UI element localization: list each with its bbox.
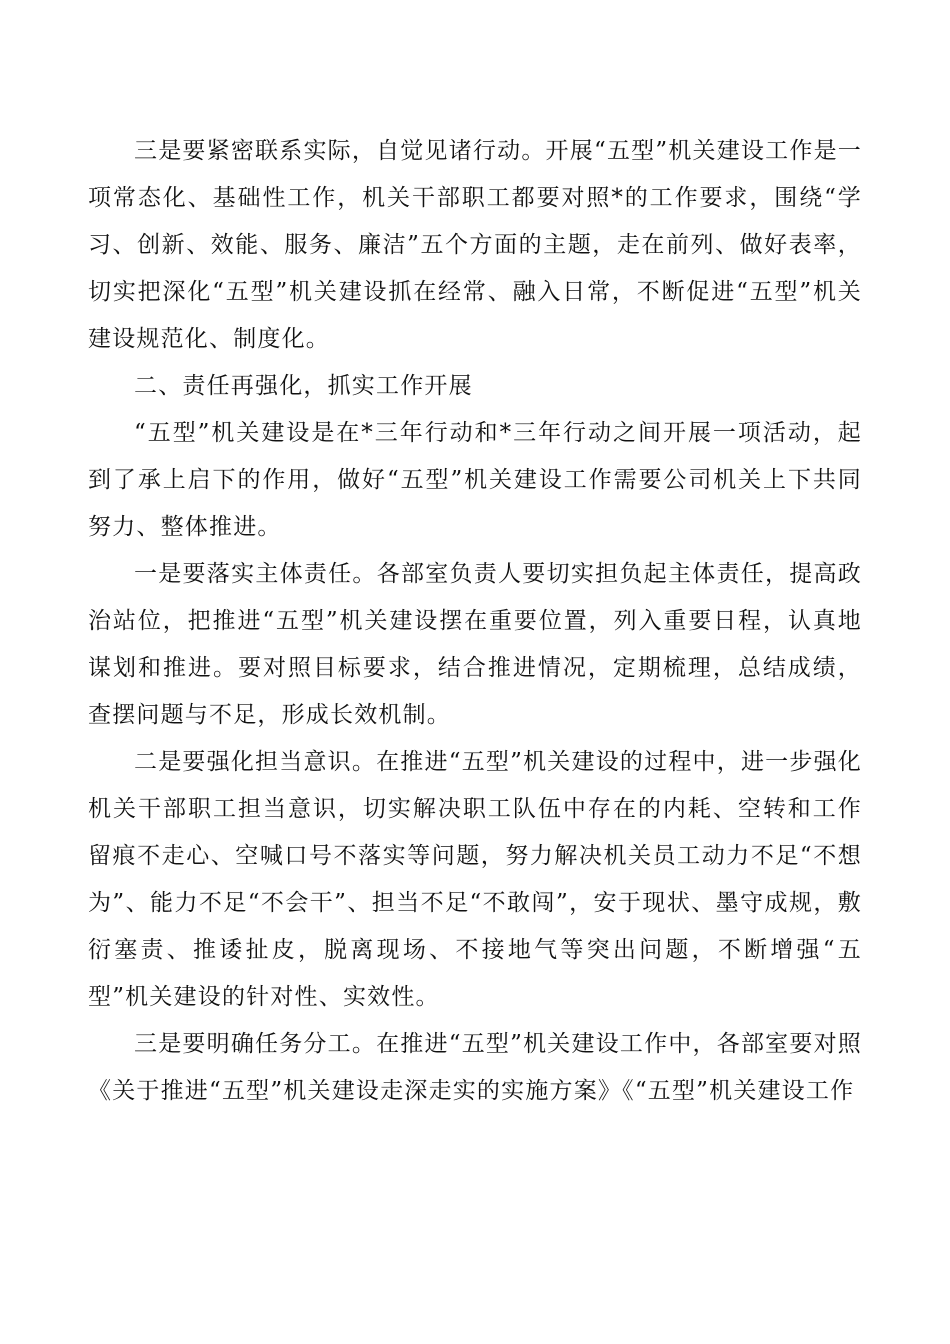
section-heading-responsibility: 二、责任再强化，抓实工作开展: [134, 373, 473, 399]
paragraph-responsibility-awareness: 二是要强化担当意识。在推进“五型”机关建设的过程中，进一步强化机关干部职工担当意识，切实解决职工队伍中存在的内耗、空转和工作留痕不走心、空喊口号不落实等问题，努力解决机关员工动力不足“不想为”、能力不足“不会干”、担当不足“不敢闯”，安于现状、墨守成规，敷衍塞责、推诿扯皮，脱离现场、不接地气等突出问题，不断增强“五型”机关建设的针对性、实效性。: [88, 749, 862, 1010]
paragraph-task-division: 三是要明确任务分工。在推进“五型”机关建设工作中，各部室要对照《关于推进“五型”机关建设走深走实的实施方案》《“五型”机关建设工作: [88, 1031, 862, 1104]
paragraph-five-type-overview: “五型”机关建设是在*三年行动和*三年行动之间开展一项活动，起到了承上启下的作用，做好“五型”机关建设工作需要公司机关上下共同努力、整体推进。: [88, 420, 862, 540]
document-body: [88, 128, 862, 1115]
paragraph-practice: 三是要紧密联系实际，自觉见诸行动。开展“五型”机关建设工作是一项常态化、基础性工作，机关干部职工都要对照*的工作要求，围绕“学习、创新、效能、服务、廉洁”五个方面的主题，走在前列、做好表率，切实把深化“五型”机关建设抓在经常、融入日常，不断促进“五型”机关建设规范化、制度化。: [88, 138, 862, 352]
paragraph-main-responsibility: 一是要落实主体责任。各部室负责人要切实担负起主体责任，提高政治站位，把推进“五型”机关建设摆在重要位置，列入重要日程，认真地谋划和推进。要对照目标要求，结合推进情况，定期梳理，总结成绩，查摆问题与不足，形成长效机制。: [88, 561, 862, 728]
